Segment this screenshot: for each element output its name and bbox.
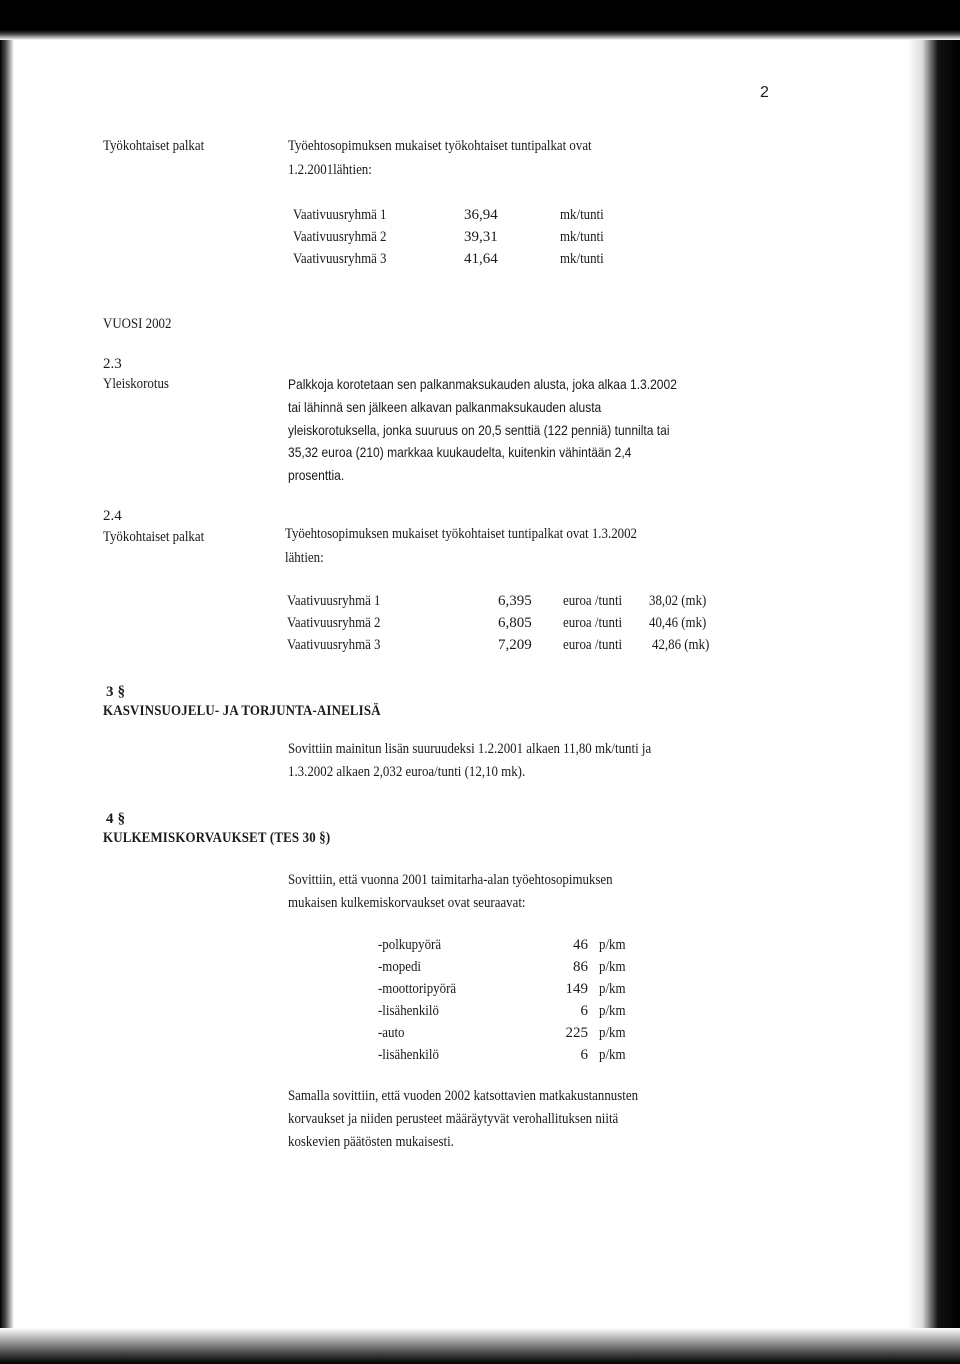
wage-unit: mk/tunti: [560, 229, 604, 245]
page-number: 2: [760, 84, 769, 101]
wage-value: 36,94: [464, 207, 498, 223]
wage-mk-value: 40,46 (mk): [649, 615, 707, 631]
allowance-unit: p/km: [599, 1003, 626, 1019]
allowance-item: -lisähenkilö: [378, 1003, 439, 1019]
wage-group: Vaativuusryhmä 2: [287, 615, 381, 631]
section-number-4: 4 §: [106, 811, 126, 827]
kasvinsuojelu-line1: Sovittiin mainitun lisän suuruudeksi 1.2.2001 alkaen 11,80 mk/tunti ja: [288, 741, 652, 757]
wage-value: 39,31: [464, 229, 498, 245]
allowance-unit: p/km: [599, 981, 626, 997]
scan-border-top: [0, 0, 960, 40]
scan-border-bottom: [0, 1328, 960, 1364]
wage-mk-value: 42,86 (mk): [652, 637, 710, 653]
allowance-value: 46: [573, 937, 588, 953]
allowance-unit: p/km: [599, 959, 626, 975]
wage-unit: mk/tunti: [560, 251, 604, 267]
wage-unit: euroa /tunti: [563, 637, 623, 653]
paragraph-line: Palkkoja korotetaan sen palkanmaksukauden alusta, joka alkaa 1.3.2002: [288, 376, 677, 392]
wage-value: 6,805: [498, 615, 532, 631]
wage-group: Vaativuusryhmä 1: [293, 207, 387, 223]
kulkemis-intro-line1: Sovittiin, että vuonna 2001 taimitarha-alan työehtosopimuksen: [288, 872, 613, 888]
paragraph-line: 35,32 euroa (210) markkaa kuukaudelta, kuitenkin vähintään 2,4: [288, 444, 632, 460]
scan-border-right: [908, 40, 960, 1330]
kulkemis-intro-line2: mukaisen kulkemiskorvaukset ovat seuraavat:: [288, 895, 526, 911]
section-heading-kulkemiskorvaukset: KULKEMISKORVAUKSET (TES 30 §): [103, 830, 331, 846]
allowance-value: 6: [580, 1003, 588, 1019]
year-heading: VUOSI 2002: [103, 316, 172, 332]
allowance-item: -auto: [378, 1025, 405, 1041]
section-heading-kasvinsuojelu: KASVINSUOJELU- JA TORJUNTA-AINELISÄ: [103, 703, 381, 719]
wage-group: Vaativuusryhmä 3: [293, 251, 387, 267]
section-label-palkat-2001: Työkohtaiset palkat: [103, 138, 205, 154]
palkat-2001-text-line1: Työehtosopimuksen mukaiset työkohtaiset tuntipalkat ovat: [288, 138, 592, 154]
allowance-value: 149: [565, 981, 588, 997]
allowance-unit: p/km: [599, 1047, 626, 1063]
allowance-unit: p/km: [599, 1025, 626, 1041]
wage-unit: euroa /tunti: [563, 615, 623, 631]
paragraph-line: korvaukset ja niiden perusteet määräytyvät verohallituksen niitä: [288, 1111, 619, 1127]
paragraph-line: koskevien päätösten mukaisesti.: [288, 1134, 454, 1150]
wage-value: 41,64: [464, 251, 498, 267]
wage-value: 6,395: [498, 593, 532, 609]
kasvinsuojelu-line2: 1.3.2002 alkaen 2,032 euroa/tunti (12,10 mk).: [288, 764, 526, 780]
allowance-value: 225: [565, 1025, 588, 1041]
section-number-2-3: 2.3: [103, 356, 122, 372]
palkat-2002-text-line1: Työehtosopimuksen mukaiset työkohtaiset tuntipalkat ovat 1.3.2002: [285, 526, 638, 542]
allowance-item: -mopedi: [378, 959, 421, 975]
section-number-3: 3 §: [106, 684, 126, 700]
paragraph-line: Samalla sovittiin, että vuoden 2002 katsottavien matkakustannusten: [288, 1088, 639, 1104]
section-label-palkat-2002: Työkohtaiset palkat: [103, 529, 205, 545]
paragraph-line: prosenttia.: [288, 467, 345, 483]
allowance-item: -polkupyörä: [378, 937, 442, 953]
wage-unit: euroa /tunti: [563, 593, 623, 609]
scan-border-left: [0, 40, 14, 1330]
wage-value: 7,209: [498, 637, 532, 653]
paragraph-line: tai lähinnä sen jälkeen alkavan palkanmaksukauden alusta: [288, 399, 602, 415]
wage-mk-value: 38,02 (mk): [649, 593, 707, 609]
wage-group: Vaativuusryhmä 3: [287, 637, 381, 653]
allowance-unit: p/km: [599, 937, 626, 953]
wage-unit: mk/tunti: [560, 207, 604, 223]
palkat-2001-text-line2: 1.2.2001lähtien:: [288, 162, 372, 178]
paragraph-line: yleiskorotuksella, jonka suuruus on 20,5 senttiä (122 penniä) tunnilta tai: [288, 422, 670, 438]
section-label-yleiskorotus: Yleiskorotus: [103, 376, 169, 392]
allowance-value: 86: [573, 959, 588, 975]
wage-group: Vaativuusryhmä 2: [293, 229, 387, 245]
allowance-item: -moottoripyörä: [378, 981, 457, 997]
allowance-value: 6: [580, 1047, 588, 1063]
allowance-item: -lisähenkilö: [378, 1047, 439, 1063]
section-number-2-4: 2.4: [103, 508, 122, 524]
wage-group: Vaativuusryhmä 1: [287, 593, 381, 609]
palkat-2002-text-line2: lähtien:: [285, 550, 324, 566]
